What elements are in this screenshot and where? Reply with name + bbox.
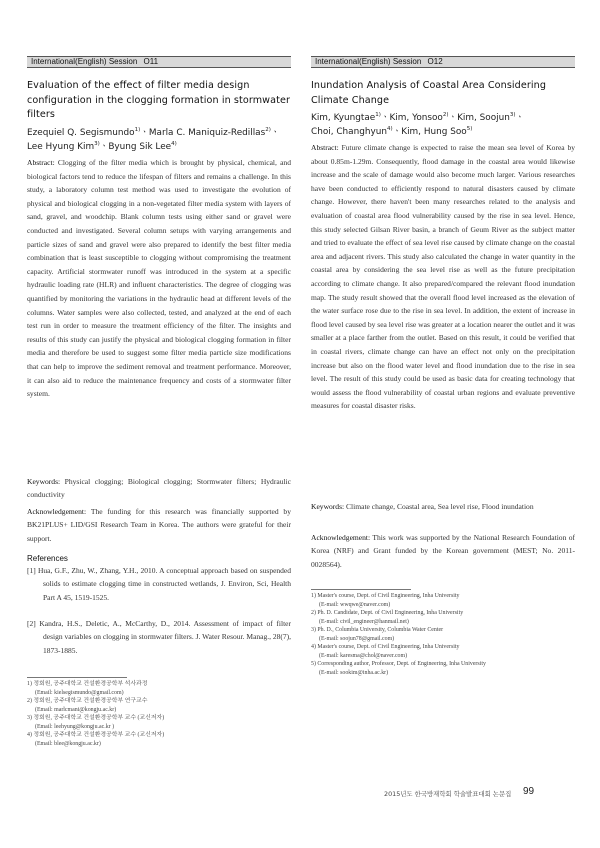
session-label: International(English) Session — [31, 57, 138, 66]
author: Kim, Yonsoo — [389, 113, 443, 123]
author: Byung Sik Lee — [108, 141, 172, 152]
acknowledgement — [311, 531, 575, 571]
reference-item: [1] Hua, G.F., Zhu, W., Zhang, Y.H., 2010. A conceptual approach based on suspended solids to estimate clogging time in constructed wetlands, J. Environ, Sci, Health Part A 45, 1519-1525. — [27, 566, 291, 602]
footnote-rule — [27, 677, 127, 678]
reference-item: [2] Kandra, H.S., Deletic, A., McCarthy, D., 2014. Assessment of impact of filter design variables on clogging in stormwater filters. J. Water Resour. Manag., 28(7), 1873-1885. — [27, 619, 291, 655]
article-title: Evaluation of the effect of filter media design configuration in the clogging formation in stormwater filters — [27, 80, 291, 121]
ack-text: This work was supported by the National Research Foundation of Korea (NRF) and Grant funded by the Korean government (MEST; No. 2011-0028564). — [311, 533, 575, 569]
keywords — [311, 500, 575, 513]
footnote-email: (E-mail: sookim@inha.ac.kr) — [319, 669, 389, 676]
abstract-label: Abstract: — [311, 143, 339, 152]
session-number: O11 — [143, 57, 159, 66]
abstract-text: Clogging of the filter media which is brought by physical, chemical, and biological factors tend to reduce the lifespan of filters and remains a challenge. In this study, a laboratory column test method was used to investigate the evolution of physical and biological clogging in a non-vegetated filter media system with layers of sand, gravel, and woodchip. Blank column tests using either sand or gravel were conducted and investigated. Several column setups with varying arrangements and particle sizes of sand and gravel were also prepared to identify the best filter media combination that is least susceptible to clogging without compromising the treatment capacity. Artificial stormwater runoff was introduced in the system at a specific hydraulic loading rate (HLR) and influent characteristics. The degree of clogging was quantified by monitoring the variations in the hydraulic head at different levels of the columns. Water samples were also collected, tested, and analyzed at the end of each test run in order to measure the treatment efficiency of the filter. The insights and results of this study can justify the physical and biological clogging formation in filter media and therefore be used to suggest some filter media particle size modifications that can help to improve the sediment removal and treatment performance. Moreover, it can also aid to reduce the maintenance frequency and costs of a stormwater filter system. — [27, 158, 291, 399]
author: Lee Hyung Kim — [27, 141, 95, 152]
footnote: 1) Master's course, Dept. of Civil Engineering, Inha University — [311, 593, 460, 599]
author: Kim, Kyungtae — [311, 113, 376, 123]
keywords — [27, 475, 291, 502]
keywords-label: Keywords: — [27, 477, 61, 486]
footnote: 2) Ph. D. Candidate, Dept. of Civil Engineering, Inha University — [311, 610, 464, 616]
footnote-email: (E-mail: soojun78@gmail.com) — [319, 635, 395, 642]
footnote-email: (E-mail: civil_engineer@hanmail.net) — [319, 618, 409, 625]
session-number: O12 — [427, 57, 443, 66]
footnote: 5) Corresponding author, Professor, Dept. of Engineering, Inha University — [311, 661, 486, 667]
abstract-text: Future climate change is expected to raise the mean sea level of Korea by about 0.85m-1.29m. Consequently, flood damage in the coastal area would likewise increase and the scale of damage would also become much larger. Various researches have been conducted to efficiently respond to natural disasters caused by climate change. However, there haven't been many researches related to the analysis and evaluation of coastal area flood vulnerability caused by the rise in sea level. Hence, this study selected Gilsan River basin, a branch of Geum River as the subject matter and tried to evaluate the effect of sea level rise caused by climate change on the coastal area and adjacent rivers. This study also calculated the change in water quantity in the coastal area by considering the sea level rise as well as the future precipitation according to climate change. It also prepared/compared the relevant flood inundation map. The study result showed that the overall flood level increased as the elevation of the water surface rose due to the rise in sea level. In addition, the extent of increase in flood level caused by sea level rise was greater at a location nearer the outlet and it was smaller at a place farther from the outlet. Based on this result, it could be verified that in coastal rivers, climate change can have an effect not only on the precipitation increase but also on the flood water level and flood inundation due to the rise in sea level. The result of this study could be used as basic data for creating technology that would assess the flood vulnerability of coastal urban regions and evaluate preventive measures for coastal disaster risks. — [311, 143, 575, 411]
footnote-email: (Email: marlcmani@kongju.ac.kr) — [35, 706, 117, 713]
footnote-email: (Email: kielsegismundo@gmail.com) — [35, 689, 124, 696]
footnote: 1) 정회원, 공주대학교 건설환경공학부 석사과정 — [27, 681, 148, 687]
footnote: 3) 정회원, 공주대학교 건설환경공학부 교수 (교신저자) — [27, 715, 165, 721]
author: Choi, Changhyun — [311, 126, 388, 137]
session-bar — [311, 56, 575, 68]
keywords-text: Climate change, Coastal area, Sea level rise, Flood inundation — [346, 502, 534, 511]
footnotes — [27, 680, 291, 748]
footnote-email: (Email: leehyung@kongju.ac.kr ) — [35, 723, 115, 730]
footnote-rule — [311, 589, 411, 590]
session-bar — [27, 56, 291, 68]
footnotes — [311, 592, 575, 677]
references-heading: References — [27, 554, 68, 563]
abstract — [27, 156, 291, 401]
ack-label: Acknowledgement: — [27, 507, 87, 516]
abstract-label: Abstract: — [27, 158, 55, 167]
running-footer: 2015년도 한국방재학회 학술발표대회 논문집 — [384, 790, 512, 798]
ack-label: Acknowledgement: — [311, 533, 371, 542]
footnote: 4) 정회원, 공주대학교 건설환경공학부 교수 (교신저자) — [27, 732, 165, 738]
author-list: Kim, Kyungtae$^{1)}$ㆍKim, Yonsoo$^{2)}$ㆍKim, Soojun$^{3)}$ㆍ Choi, Changhyun$^{4)}$ㆍKim, Hung Soo$^{5)}$ — [311, 112, 525, 137]
footnote: 3) Ph. D., Columbia University, Columbia Water Center — [311, 627, 444, 633]
ack-text: The funding for this research was financially supported by BK21PLUS+ LID/GSI Research Team in Korea. The authors were grateful for their support. — [27, 507, 291, 543]
session-label: International(English) Session — [315, 57, 422, 66]
keywords-text: Physical clogging; Biological clogging; Stormwater filters; Hydraulic conductivity — [27, 477, 292, 500]
page-number: 99 — [523, 786, 535, 797]
footnote: 4) Master's course, Dept. of Civil Engineering, Inha University — [311, 644, 460, 650]
article-title: Inundation Analysis of Coastal Area Considering Climate Change — [311, 80, 547, 106]
footnote-email: (E-mail: karesma@chol@naver.com) — [319, 652, 408, 659]
author: Kim, Hung Soo — [401, 126, 467, 137]
author: Ezequiel Q. Segismundo — [27, 128, 135, 138]
footnote: 2) 정회원, 공주대학교 건설환경공학부 연구교수 — [27, 698, 148, 704]
author: Marla C. Maniquiz-Redillas — [148, 128, 266, 138]
keywords-label: Keywords: — [311, 502, 345, 511]
author-list: Ezequiel Q. Segismundo$^{1)}$ㆍMarla C. Maniquiz-Redillas$^{2)}$ㆍ Lee Hyung Kim$^{3)}$ㆍByung Sik Lee$^{4)}$ — [27, 127, 280, 152]
abstract — [311, 141, 575, 413]
author: Kim, Soojun — [457, 113, 510, 123]
acknowledgement — [27, 505, 291, 545]
footnote-email: (Email: blee@kongju.ac.kr) — [35, 740, 101, 747]
footnote-email: (E-mail: wwqwe@naver.com) — [319, 601, 391, 608]
